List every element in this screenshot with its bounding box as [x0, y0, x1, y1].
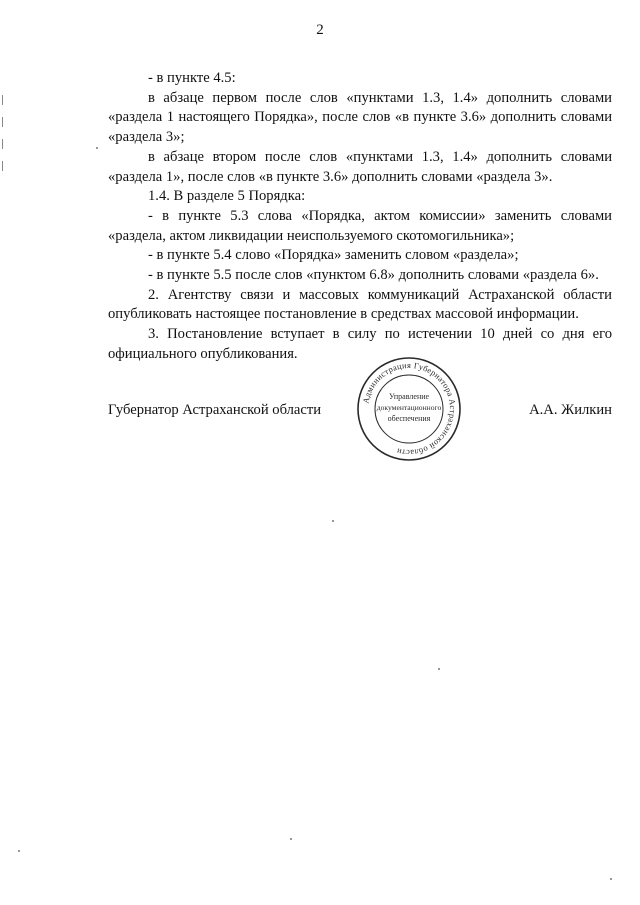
paragraph: - в пункте 4.5: — [148, 70, 236, 86]
scan-speck — [18, 850, 20, 852]
signatory-name: А.А. Жилкин — [529, 402, 612, 418]
scan-speck — [438, 668, 440, 670]
paragraph: - в пункте 5.4 слово «Порядка» заменить словом «раздела»; — [148, 247, 519, 264]
official-stamp — [356, 356, 462, 462]
scan-speck — [290, 838, 292, 840]
paragraph: 3. Постановление вступает в силу по истечении 10 дней со дня его официального опубликования. — [108, 326, 612, 362]
document-body — [108, 69, 612, 365]
paragraph: 1.4. В разделе 5 Порядка: — [148, 188, 306, 205]
stamp-center-line: Управление — [388, 392, 430, 401]
paragraph: - в пункте 5.3 слова «Порядка, актом комиссии» заменить словами «раздела, актом ликвидации неиспользуемого скотомогильника»; — [108, 207, 612, 244]
paragraph: в абзаце первом после слов «пунктами 1.3, 1.4» дополнить словами «раздела 1 настоящего Порядка», после слов «в пункте 3.6» дополнить словами «раздела 3»; — [108, 89, 612, 146]
stamp-ring-text: Администрация Губернатора Астраханской области — [361, 360, 458, 458]
scan-speck — [610, 878, 612, 880]
scan-speck — [96, 147, 98, 149]
paragraph: - в пункте 5.5 после слов «пунктом 6.8» дополнить словами «раздела 6». — [148, 267, 599, 284]
signatory-title: Губернатор Астраханской области — [108, 402, 322, 418]
paragraph: 2. Агентству связи и массовых коммуникаций Астраханской области опубликовать настоящее постановление в средствах массовой информации. — [108, 286, 612, 323]
paragraph: в абзаце втором после слов «пунктами 1.3, 1.4» дополнить словами «раздела 1», после слов «в пункте 3.6» дополнить словами «раздела 3». — [108, 148, 612, 185]
stamp-center-line: документационного — [376, 403, 442, 412]
scan-margin-marks — [2, 95, 6, 185]
stamp-center-line: обеспечения — [387, 414, 431, 423]
scan-speck — [332, 520, 334, 522]
page-number: 2 — [316, 22, 324, 38]
